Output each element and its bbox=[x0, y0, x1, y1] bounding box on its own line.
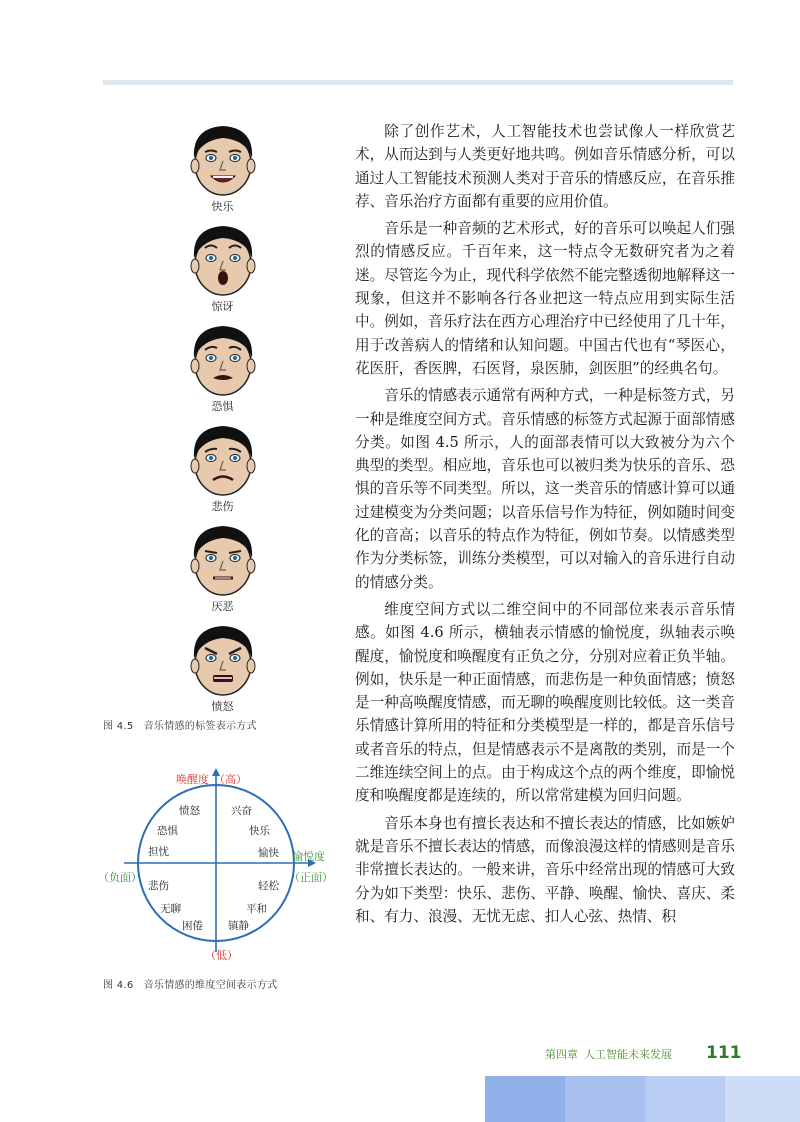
face-happy bbox=[180, 118, 265, 214]
face-label: 厌恶 bbox=[211, 600, 234, 613]
emotion-relaxed: 轻松 bbox=[258, 880, 279, 892]
face-label: 悲伤 bbox=[211, 500, 234, 513]
paragraph: 音乐是一种音频的艺术形式，好的音乐可以唤起人们强烈的情感反应。千百年来，这一特点令无数研究者为之着迷。尽管迄今为止，现代科学依然不能完整透彻地解释这一现象，但这并不影响各行各业把这一特点应用到实际生活中。例如，音乐疗法在西方心理治疗中已经使用了几十年，用于改善病人的情绪和认知问题。中国古代也有“琴医心，花医肝，香医脾，石医肾，泉医肺，剑医胆”的经典名句。 bbox=[355, 220, 735, 377]
axis-right-label: 愉悦度 bbox=[292, 850, 325, 863]
header-rule bbox=[103, 80, 733, 85]
face-surprise bbox=[180, 218, 265, 314]
face-icon bbox=[180, 218, 266, 296]
face-icon bbox=[180, 518, 266, 596]
page-number: 111 bbox=[706, 1043, 742, 1063]
figure-4-6-caption bbox=[103, 976, 278, 991]
axis-top-label: 唤醒度 bbox=[176, 773, 209, 786]
axis-top-note: （高） bbox=[214, 773, 247, 786]
face-label: 快乐 bbox=[211, 200, 234, 213]
face-label: 恐惧 bbox=[211, 400, 234, 413]
caption-number: 图 4.6 bbox=[103, 980, 134, 991]
footer-chapter: 第四章 bbox=[545, 1048, 578, 1061]
emotion-peaceful: 平和 bbox=[246, 903, 267, 915]
body-text bbox=[355, 120, 735, 932]
axis-right-note: （正面） bbox=[289, 871, 333, 884]
emotion-bored: 无聊 bbox=[160, 903, 181, 915]
caption-number: 图 4.5 bbox=[103, 721, 134, 732]
emotion-worry: 担忧 bbox=[148, 846, 169, 858]
footer-tab bbox=[725, 1076, 800, 1122]
face-icon bbox=[180, 418, 266, 496]
face-icon bbox=[180, 118, 266, 196]
figure-4-6 bbox=[100, 762, 340, 972]
circumplex-diagram bbox=[100, 762, 340, 972]
face-icon bbox=[180, 618, 266, 696]
emotion-fear: 恐惧 bbox=[157, 825, 178, 837]
face-disgust bbox=[180, 518, 265, 614]
axis-left-note: （负面） bbox=[100, 871, 142, 884]
face-sad bbox=[180, 418, 265, 514]
emotion-sleepy: 困倦 bbox=[182, 920, 203, 932]
face-icon bbox=[180, 318, 266, 396]
running-footer bbox=[545, 1046, 672, 1062]
emotion-happy: 快乐 bbox=[249, 825, 270, 837]
face-fear bbox=[180, 318, 265, 414]
footer-tab bbox=[485, 1076, 565, 1122]
footer-tab bbox=[645, 1076, 725, 1122]
face-label: 愤怒 bbox=[211, 700, 234, 713]
paragraph: 维度空间方式以二维空间中的不同部位来表示音乐情感。如图 4.6 所示，横轴表示情感的愉悦度，纵轴表示唤醒度，愉悦度和唤醒度有正负之分，分别对应着正负半轴。例如，快乐是一种正面情感，而悲伤是一种负面情感；愤怒是一种高唤醒度情感，而无聊的唤醒度则比较低。这一类音乐情感计算所用的特征和分类模型是一样的，都是音乐信号或者音乐的特点，但是情感表示不是离散的类别，而是一个二维连续空间上的点。由于构成这个点的两个维度，即愉悦度和唤醒度都是连续的，所以常常建模为回归问题。 bbox=[355, 600, 735, 805]
figure-4-5-caption bbox=[103, 717, 257, 732]
caption-text: 音乐情感的维度空间表示方式 bbox=[143, 980, 278, 991]
emotion-pleased: 愉快 bbox=[258, 847, 279, 859]
axis-bottom-note: （低） bbox=[205, 949, 238, 962]
face-label: 惊讶 bbox=[211, 300, 234, 313]
emotion-sad: 悲伤 bbox=[148, 880, 169, 892]
paragraph: 除了创作艺术，人工智能技术也尝试像人一样欣赏艺术，从而达到与人类更好地共鸣。例如音乐情感分析，可以通过人工智能技术预测人类对于音乐的情感反应，在音乐推荐、音乐治疗方面都有重要的应用价值。 bbox=[355, 123, 735, 210]
caption-text: 音乐情感的标签表示方式 bbox=[143, 721, 257, 732]
footer-tabs bbox=[0, 1076, 800, 1122]
footer-title: 人工智能未来发展 bbox=[584, 1048, 672, 1061]
face-angry bbox=[180, 618, 265, 714]
emotion-angry: 愤怒 bbox=[179, 805, 200, 817]
footer-tab bbox=[565, 1076, 645, 1122]
paragraph: 音乐本身也有擅长表达和不擅长表达的情感，比如嫉妒就是音乐不擅长表达的情感，而像浪漫这样的情感则是音乐非常擅长表达的。一般来讲，音乐中经常出现的情感可大致分为如下类型：快乐、悲伤、平静、唤醒、愉快、喜庆、柔和、有力、浪漫、无忧无虑、扣人心弦、热情、积 bbox=[355, 814, 735, 925]
paragraph: 音乐的情感表示通常有两种方式，一种是标签方式，另一种是维度空间方式。音乐情感的标签方式起源于面部情感分类。如图 4.5 所示，人的面部表情可以大致被分为六个典型的类型。相应地，音乐也可以被归类为快乐的音乐、恐惧的音乐等不同类型。所以，这一类音乐的情感计算可以通过建模变为分类问题；以音乐信号作为特征，例如随时间变化的音高；以音乐的特点作为特征，例如节奏。以情感类型作为分类标签，训练分类模型，可以对输入的音乐进行自动的情感分类。 bbox=[355, 387, 735, 591]
emotion-calm: 镇静 bbox=[228, 920, 249, 932]
emotion-excited: 兴奋 bbox=[231, 805, 252, 817]
